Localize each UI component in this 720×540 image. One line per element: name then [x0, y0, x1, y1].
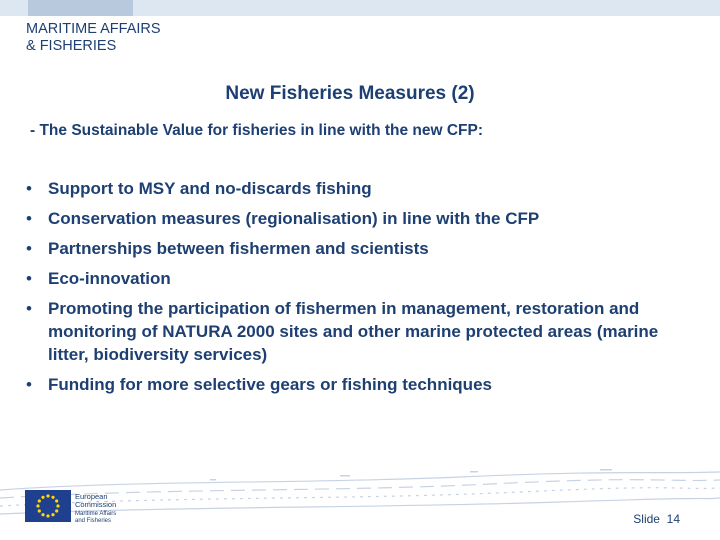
- eu-flag-icon: [25, 490, 155, 528]
- bullet-icon: •: [26, 239, 32, 258]
- bullet-list: [26, 177, 666, 403]
- bullet-icon: •: [26, 269, 32, 288]
- bullet-icon: •: [26, 209, 32, 228]
- bullet-icon: •: [26, 375, 32, 394]
- bullet-text: Conservation measures (regionalisation) in line with the CFP: [48, 209, 540, 228]
- bullet-text: Partnerships between fishermen and scientists: [48, 239, 429, 258]
- bullet-text: Promoting the participation of fishermen in management, restoration and monitoring of NATURA 2000 sites and other marine protected areas (marine litter, biodiversity services): [48, 299, 659, 364]
- slide-number-value: 14: [666, 512, 680, 526]
- top-band-tab: [28, 0, 133, 16]
- logo-text-fisheries: and Fisheries: [75, 518, 112, 524]
- department-label: MARITIME AFFAIRS & FISHERIES: [26, 21, 161, 54]
- bullet-item: [26, 267, 666, 290]
- slide-number: [633, 512, 680, 526]
- bullet-icon: •: [26, 299, 32, 318]
- bullet-icon: •: [26, 179, 32, 198]
- eu-commission-logo: [25, 490, 155, 528]
- bullet-text: Eco-innovation: [48, 269, 171, 288]
- top-band: [0, 0, 720, 16]
- bullet-item: [26, 297, 666, 366]
- slide-title: New Fisheries Measures (2): [225, 83, 475, 104]
- slide-label: Slide: [633, 512, 660, 526]
- slide-subtitle: - The Sustainable Value for fisheries in line with the new CFP:: [30, 122, 484, 139]
- bullet-text: Support to MSY and no-discards fishing: [48, 179, 372, 198]
- bullet-item: [26, 373, 666, 396]
- bullet-item: [26, 207, 666, 230]
- bullet-item: [26, 177, 666, 200]
- bullet-item: [26, 237, 666, 260]
- logo-text-european: European: [75, 492, 108, 501]
- bullet-text: Funding for more selective gears or fishing techniques: [48, 375, 492, 394]
- logo-text-commission: Commission: [75, 500, 117, 509]
- logo-text-maritime: Maritime Affairs: [75, 511, 117, 517]
